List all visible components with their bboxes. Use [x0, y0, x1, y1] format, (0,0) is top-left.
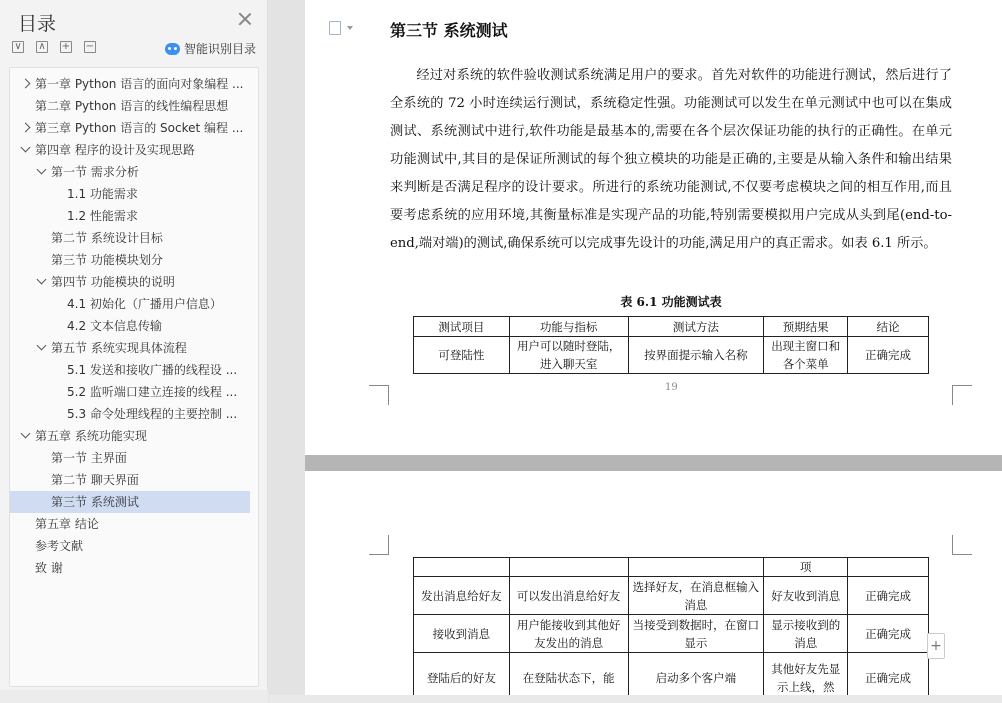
toc-item[interactable] [10, 447, 250, 469]
body-paragraph [390, 62, 952, 258]
chevron-right-icon[interactable] [21, 123, 31, 133]
section-heading: 第三节 系统测试 [390, 21, 508, 40]
toc-item-label: 第三章 Python 语言的 Socket 编程 ... [35, 121, 244, 135]
toc-item-label: 第五章 系统功能实现 [35, 429, 147, 443]
table-cell: 发出消息给好友 [414, 577, 510, 615]
table-cell: 正确完成 [848, 653, 929, 703]
toc-item[interactable] [10, 271, 250, 293]
table-cell: 启动多个客户端 [628, 653, 764, 703]
toc-item-label: 第三节 功能模块划分 [51, 253, 163, 267]
table-cell [848, 558, 929, 577]
toc-item-label: 第二节 聊天界面 [51, 473, 139, 487]
toc-item-label: 第一节 主界面 [51, 451, 127, 465]
collapse-all-button[interactable]: ∧ [36, 41, 48, 53]
toc-item[interactable] [10, 95, 250, 117]
toc-item-label: 第五节 系统实现具体流程 [51, 341, 187, 355]
toc-item-label: 第二节 系统设计目标 [51, 231, 163, 245]
chevron-down-icon[interactable] [347, 26, 353, 30]
table-cell: 正确完成 [848, 337, 929, 374]
table-cell: 正确完成 [848, 577, 929, 615]
table-cell [509, 558, 628, 577]
page-separator [305, 455, 1002, 471]
table-header: 功能与指标 [509, 317, 628, 337]
toc-item[interactable] [10, 535, 250, 557]
toc-item[interactable] [10, 161, 250, 183]
table-row [414, 615, 929, 653]
toc-item[interactable] [10, 337, 250, 359]
chevron-down-icon[interactable] [37, 165, 47, 175]
toc-item[interactable] [10, 73, 250, 95]
page-icon[interactable] [329, 21, 341, 35]
toc-item-label: 4.1 初始化（广播用户信息） [67, 297, 222, 311]
toc-item[interactable] [10, 425, 250, 447]
table-cell: 用户能接收到其他好友发出的消息 [509, 615, 628, 653]
toc-item-label: 第四节 功能模块的说明 [51, 275, 175, 289]
table-cell: 用户可以随时登陆，进入聊天室 [509, 337, 628, 374]
add-row-button[interactable]: + [927, 633, 945, 659]
table-row [414, 337, 929, 374]
sidebar-scrollbar[interactable] [0, 690, 268, 703]
function-test-table [413, 316, 929, 374]
toc-item-label: 第五章 结论 [35, 517, 99, 531]
table-cell [414, 558, 510, 577]
table-header: 预期结果 [764, 317, 848, 337]
toc-item[interactable] [10, 513, 250, 535]
table-cell: 好友收到消息 [764, 577, 848, 615]
table-row [414, 577, 929, 615]
toc-item-label: 参考文献 [35, 539, 84, 553]
toc-item[interactable] [10, 293, 250, 315]
crop-mark [952, 535, 972, 555]
table-cell: 正确完成 [848, 615, 929, 653]
toc-item[interactable] [10, 469, 250, 491]
toc-sidebar [0, 0, 268, 703]
horizontal-scrollbar[interactable] [269, 695, 1002, 703]
toc-item-label: 第四章 程序的设计及实现思路 [35, 143, 195, 157]
remove-heading-button[interactable]: − [85, 41, 95, 52]
table-cell [628, 558, 764, 577]
chevron-right-icon[interactable] [21, 79, 31, 89]
toc-title: 目录 [18, 13, 57, 35]
chevron-down-icon[interactable] [37, 341, 47, 351]
table-header: 测试项目 [414, 317, 510, 337]
toc-item-label: 4.2 文本信息传输 [67, 319, 162, 333]
table-caption: 表 6.1 功能测试表 [620, 295, 722, 309]
toc-item[interactable] [10, 117, 250, 139]
table-cell: 显示接收到的消息 [764, 615, 848, 653]
toc-item[interactable] [10, 139, 250, 161]
table-cell: 其他好友先显示上线，然 [764, 653, 848, 703]
toc-item-label: 致 谢 [35, 561, 63, 575]
toc-item[interactable] [10, 205, 250, 227]
toc-item-label: 5.3 命令处理线程的主要控制 ... [67, 407, 238, 421]
toc-item[interactable] [10, 359, 250, 381]
toc-item[interactable] [10, 403, 250, 425]
toc-item-label: 1.1 功能需求 [67, 187, 138, 201]
paragraph-text: 经过对系统的软件验收测试系统满足用户的要求。首先对软件的功能进行测试，然后进行了全系统的 72 小时连续运行测试，系统稳定性强。功能测试可以发生在单元测试中也可以在集成测试、系统测试中进行,软件功能是最基本的,需要在各个层次保证功能的执行的正确性。在单元功能测试中,其目的是保证所测试的每个独立模块的功能是正确的,主要是从输入条件和输出结果来判断是否满足程序的设计要求。所进行的系统功能测试,不仅要考虑模块之间的相互作用,而且要考虑系统的应用环境,其衡量标准是实现产品的功能,特别需要模拟用户完成从头到尾(end-to-end,端对端)的测试,确保系统可以完成事先设计的功能,满足用户的真正需求。如表 6.1 所示。 [390, 68, 952, 251]
table-cell: 按界面提示输入名称 [628, 337, 764, 374]
table-header: 结论 [848, 317, 929, 337]
toc-item[interactable] [10, 315, 250, 337]
crop-mark [369, 385, 389, 405]
add-heading-button[interactable]: + [61, 41, 71, 52]
toc-item[interactable] [10, 557, 250, 579]
table-header: 测试方法 [628, 317, 764, 337]
toc-item-label: 第三节 系统测试 [51, 495, 139, 509]
table-cell: 项 [764, 558, 848, 577]
toc-item[interactable] [10, 183, 250, 205]
table-cell: 当接受到数据时，在窗口显示 [628, 615, 764, 653]
table-row [414, 558, 929, 577]
table-cell: 在登陆状态下，能 [509, 653, 628, 703]
page-number: 19 [665, 382, 678, 393]
smart-toc-label: 智能识别目录 [184, 42, 257, 56]
table-cell: 选择好友，在消息框输入消息 [628, 577, 764, 615]
table-cell: 接收到消息 [414, 615, 510, 653]
crop-mark [369, 535, 389, 555]
toc-list [9, 67, 259, 687]
chevron-down-icon[interactable] [21, 143, 31, 153]
close-icon[interactable] [238, 12, 252, 26]
function-test-table-continued [413, 557, 929, 703]
toc-item-label: 第一章 Python 语言的面向对象编程 ... [35, 77, 244, 91]
toc-item-label: 第一节 需求分析 [51, 165, 139, 179]
toc-item-label: 第二章 Python 语言的线性编程思想 [35, 99, 229, 113]
table-cell: 出现主窗口和各个菜单 [764, 337, 848, 374]
toc-item[interactable] [10, 249, 250, 271]
expand-all-button[interactable]: ∨ [12, 41, 24, 53]
robot-icon [165, 43, 180, 55]
smart-toc-button[interactable] [165, 40, 256, 57]
table-cell: 可登陆性 [414, 337, 510, 374]
toc-item-label: 1.2 性能需求 [67, 209, 138, 223]
chevron-down-icon[interactable] [21, 429, 31, 439]
table-cell: 可以发出消息给好友 [509, 577, 628, 615]
toc-item[interactable] [10, 381, 250, 403]
toc-item-label: 5.1 发送和接收广播的线程设 ... [67, 363, 238, 377]
table-cell: 登陆后的好友 [414, 653, 510, 703]
crop-mark [952, 385, 972, 405]
toc-item-label: 5.2 监听端口建立连接的线程 ... [67, 385, 238, 399]
toc-item[interactable] [10, 227, 250, 249]
toc-item[interactable] [10, 491, 250, 513]
chevron-down-icon[interactable] [37, 275, 47, 285]
